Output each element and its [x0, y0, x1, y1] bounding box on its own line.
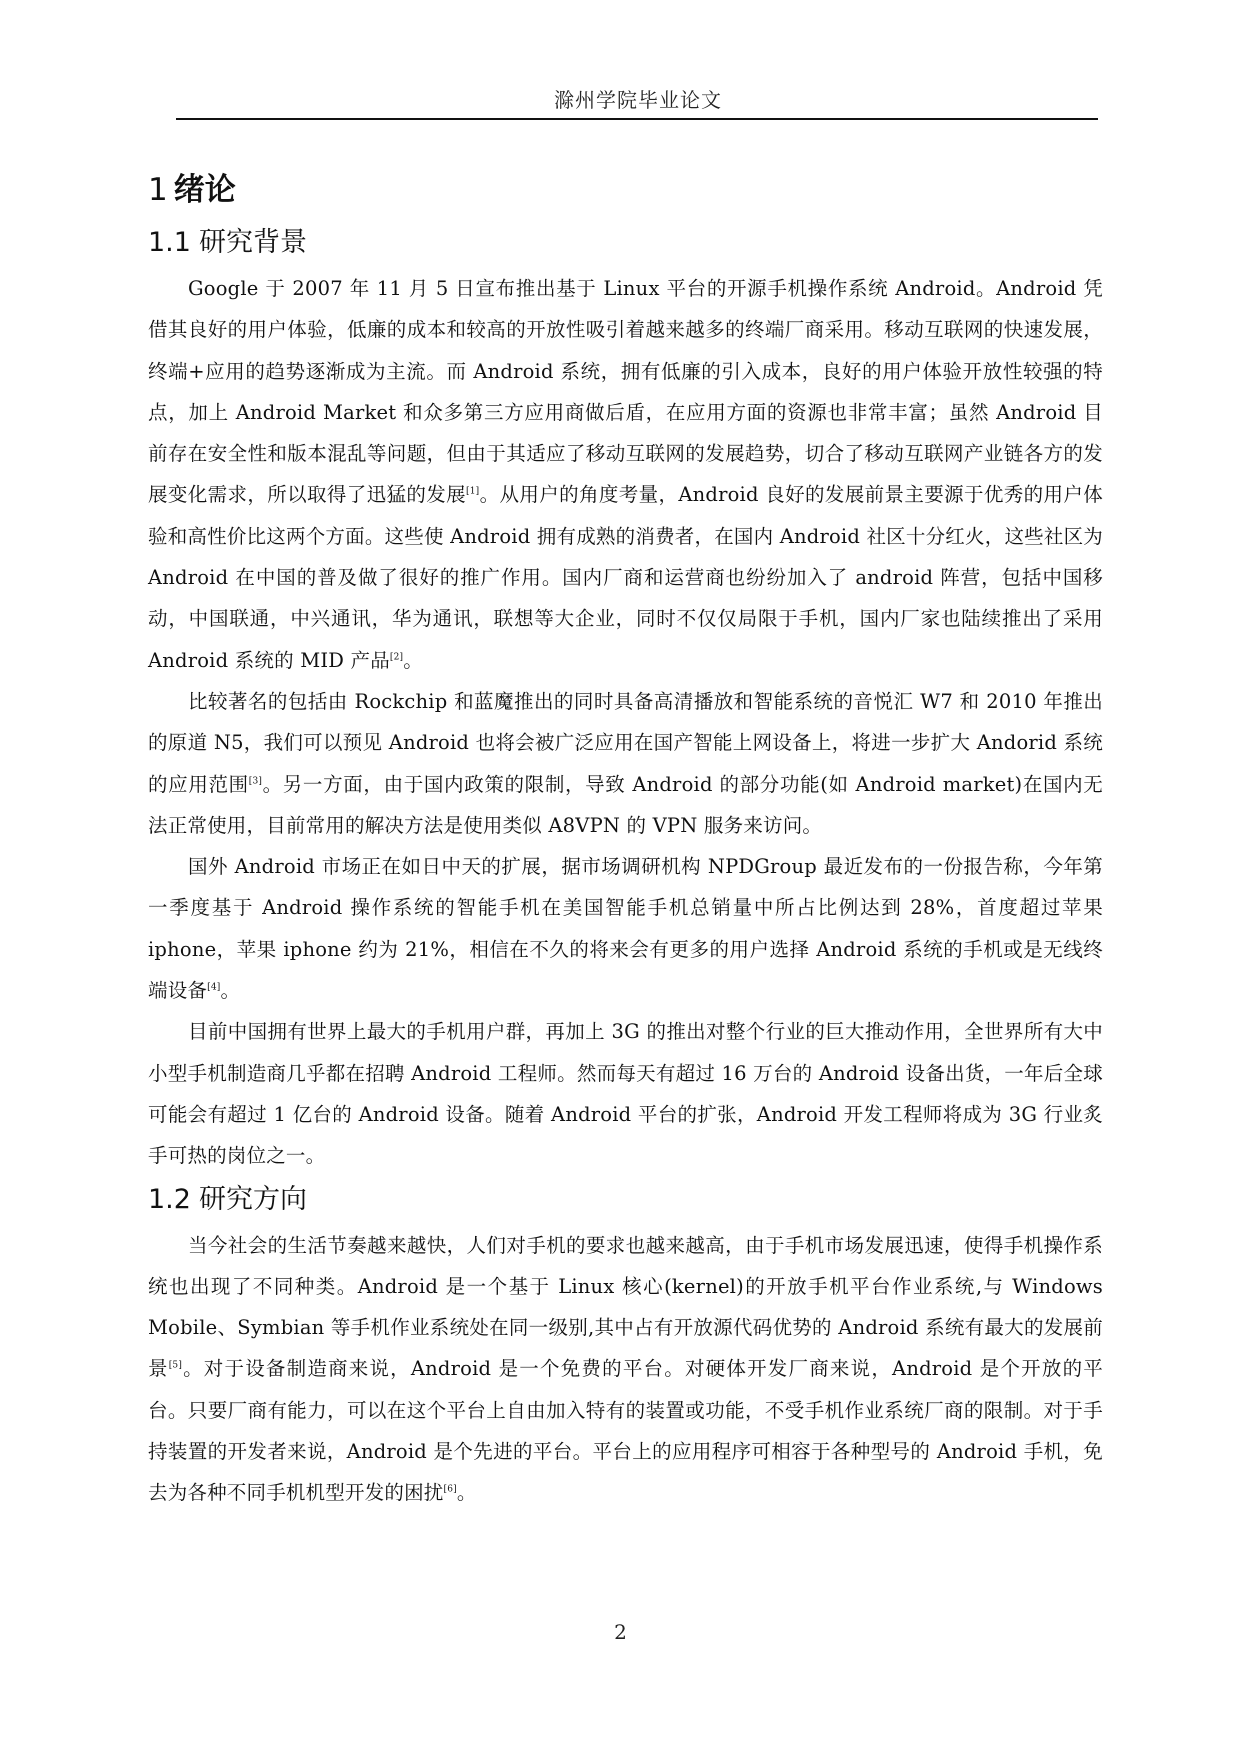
section-1-1 [148, 220, 1103, 1177]
paragraph [148, 1225, 1103, 1514]
chapter-heading [148, 170, 1103, 210]
paragraph [148, 1011, 1103, 1176]
paragraph-text: 。 [403, 648, 423, 672]
section-number: 1.2 [148, 1183, 191, 1215]
section-title: 研究方向 [198, 1183, 307, 1215]
chapter-title: 绪论 [173, 172, 236, 208]
citation-ref: [1] [466, 486, 480, 497]
section-1-2 [148, 1177, 1103, 1514]
paragraph-text: 。对于设备制造商来说，Android 是一个免费的平台。对硬体开发厂商来说，Android 是个开放的平台。只要厂商有能力，可以在这个平台上自由加入特有的装置或功能，不受手机作业系统厂商的限制。对于手持装置的开发者来说，Android 是个先进的平台。平台上的应用程序可相容于各种型号的 Android 手机，免去为各种不同手机机型开发的困扰 [148, 1357, 1104, 1505]
paragraph-text: 目前中国拥有世界上最大的手机用户群，再加上 3G 的推出对整个行业的巨大推动作用，全世界所有大中小型手机制造商几乎都在招聘 Android 工程师。然而每天有超过 16 万台的 Android 设备出货，一年后全球可能会有超过 1 亿台的 Android 设备。随着 Android 平台的扩张，Android 开发工程师将成为 3G 行业炙手可热的岗位之一。 [148, 1020, 1103, 1168]
section-number: 1.1 [148, 227, 191, 258]
citation-ref: [6] [443, 1484, 457, 1495]
paragraph-text: 。另一方面，由于国内政策的限制，导致 Android 的部分功能(如 Android market)在国内无法正常使用，目前常用的解决方法是使用类似 A8VPN 的 VPN 服务来访问。 [148, 772, 1103, 837]
paragraph-text: 当今社会的生活节奏越来越快，人们对手机的要求也越来越高，由于手机市场发展迅速，使得手机操作系统也出现了不同种类。Android 是一个基于 Linux 核心(kernel)的开放手机平台作业系统,与 Windows Mobile、Symbian 等手机作业系统处在同一级别,其中占有开放源代码优势的 Android 系统有最大的发展前景 [148, 1233, 1103, 1381]
citation-ref: [4] [207, 982, 221, 993]
paragraph-text: 国外 Android 市场正在如日中天的扩展，据市场调研机构 NPDGroup 最近发布的一份报告称，今年第一季度基于 Android 操作系统的智能手机在美国智能手机总销量中所占比例达到 28%，首度超过苹果 iphone，苹果 iphone 约为 21%，相信在不久的将来会有更多的用户选择 Android 系统的手机或是无线终端设备 [148, 855, 1103, 1003]
paragraph [148, 681, 1103, 846]
paragraph-text: Google 于 2007 年 11 月 5 日宣布推出基于 Linux 平台的开源手机操作系统 Android。Android 凭借其良好的用户体验，低廉的成本和较高的开放性吸引着越来越多的终端厂商采用。移动互联网的快速发展，终端+应用的趋势逐渐成为主流。而 Android 系统，拥有低廉的引入成本，良好的用户体验开放性较强的特点，加上 Android Market 和众多第三方应用商做后盾，在应用方面的资源也非常丰富；虽然 Android 目前存在安全性和版本混乱等问题，但由于其适应了移动互联网的发展趋势，切合了移动互联网产业链各方的发展变化需求，所以取得了迅猛的发展 [148, 277, 1103, 507]
chapter-number: 1 [148, 172, 168, 208]
section-heading [148, 220, 1103, 266]
paragraph [148, 846, 1103, 1011]
paragraph-text: 比较著名的包括由 Rockchip 和蓝魔推出的同时具备高清播放和智能系统的音悦汇 W7 和 2010 年推出的原道 N5，我们可以预见 Android 也将会被广泛应用在国产智能上网设备上，将进一步扩大 Andorid 系统的应用范围 [148, 689, 1103, 796]
header-rule [176, 118, 1098, 120]
citation-ref: [2] [389, 652, 404, 663]
paragraph-text: 。 [456, 1481, 477, 1505]
page-content [148, 160, 1103, 1514]
section-heading [148, 1177, 1103, 1223]
page-number: 2 [614, 1620, 627, 1644]
paragraph [148, 268, 1103, 681]
paragraph-text: 。 [220, 979, 241, 1003]
citation-ref: [5] [168, 1360, 183, 1371]
section-title: 研究背景 [198, 227, 307, 258]
paragraph-text: 。从用户的角度考量，Android 良好的发展前景主要源于优秀的用户体验和高性价比这两个方面。这些使 Android 拥有成熟的消费者，在国内 Android 社区十分红火，这些社区为 Android 在中国的普及做了很好的推广作用。国内厂商和运营商也纷纷加入了 android 阵营，包括中国移动，中国联通，中兴通讯，华为通讯，联想等大企业，同时不仅仅局限于手机，国内厂家也陆续推出了采用 Android 系统的 MID 产品 [148, 483, 1103, 672]
citation-ref: [3] [248, 776, 263, 787]
page-header: 滁州学院毕业论文 [554, 88, 722, 112]
